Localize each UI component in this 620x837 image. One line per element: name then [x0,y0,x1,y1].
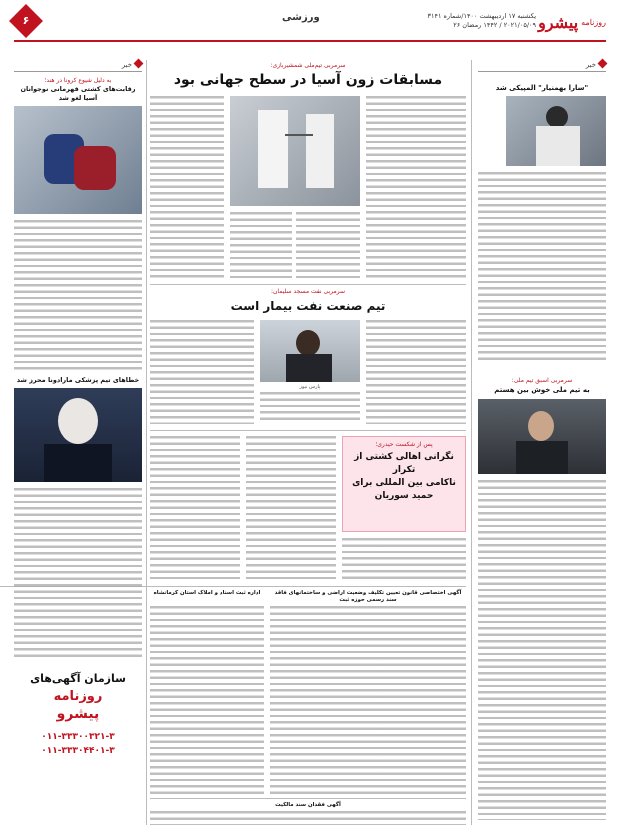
issue-meta: یکشنبه ۱۷ اردیبهشت ۱۴۰۰/شماره ۳۱۴۱ ۲۰۲۱/۰۵/۰۹ / ۱۴۴۲ رمضان ۲۶ [427,12,536,29]
left-story2-body [14,488,142,658]
ad1-body [270,606,466,794]
right-story1-body [478,172,606,362]
left-column-label: خبر [14,60,142,72]
section-title: ورزشی [282,12,320,23]
main-story2-body-c [150,320,254,424]
column-divider [471,60,472,825]
ad1-title: آگهی اختصاصی قانون تعیین تکلیف وضعیت اراضی و ساختمانهای فاقد سند رسمی حوزه ثبت [274,590,462,603]
ad-office-box: سازمان آگهی‌های روزنامه پیشرو ۰۱۱-۳۳۳۰۰۳۲۱-۳ ۰۱۱-۳۳۳۰۴۴۰۱-۳ [14,664,142,824]
ad2-title: آگهی فقدان سند مالکیت [275,802,341,808]
main-story2-kicker: سرمربی نفت مسجد سلیمان: [271,288,345,295]
main-story1-caption-a [296,212,360,278]
column-divider [146,60,147,825]
main-story2-headline: تیم صنعت نفت بیمار است [230,299,386,313]
fencing-photo [230,96,360,206]
main-story1-caption-b [230,212,292,278]
left-story2-headline: خطاهای تیم پزشکی مارادونا محرز شد [16,376,140,384]
photo-caption: پارس نیوز [299,384,321,390]
page-number-badge: ۶ [9,4,43,38]
left-story1-headline: رقابت‌های کشتی قهرمانی نوجوانان آسیا لغو شد [20,85,136,102]
kicker-box: پس از شکست حیدری؛ نگرانی اهالی کشتی از تکرار ناکامی بین المللی برای حمید سوریان [342,436,466,532]
maradona-photo [14,388,142,482]
ad3-body [150,606,264,794]
right-story2-kicker: سرمربی اسبق تیم ملی: [511,377,573,384]
karate-photo [506,96,606,166]
main-story1-kicker: سرمربی تیم‌ملی شمشیربازی: [270,62,346,69]
diamond-marker-icon [598,59,608,69]
box-story-body-b [246,436,336,580]
newspaper-logo: روزنامه پیشرو [538,12,606,32]
right-story1-headline: "سارا بهمنیار" المپیکی شد [495,84,589,92]
main-story1-body-b [150,96,224,278]
ad3-title: اداره ثبت اسناد و املاک استان کرمانشاه [153,590,261,596]
wrestling-photo [14,106,142,214]
ads-divider [150,798,466,799]
coach-photo [478,399,606,474]
left-story1-kicker: به دلیل شیوع کرونا در هند؛ [44,77,112,84]
main-story1-headline: مسابقات زون آسیا در سطح جهانی بود [173,72,443,88]
ad2-body [150,811,466,825]
header-rule [14,40,606,42]
story-divider [150,284,466,285]
box-story-body-c [150,436,240,580]
right-column-label: خبر [478,60,606,72]
story-divider [150,430,466,431]
right-story2-headline: به تیم ملی خوش بین هستم [494,386,590,394]
box-story-body-a [342,538,466,580]
page-header [0,0,620,44]
main-story2-body-a [366,320,466,424]
left-story1-body [14,220,142,372]
phone-number: ۰۱۱-۳۳۳۰۴۴۰۱-۳ [41,746,115,756]
main-story1-body-a [366,96,466,278]
diamond-marker-icon [134,59,144,69]
right-story2-body [478,480,606,820]
press-conference-photo [260,320,360,382]
main-story2-body-b [260,392,360,424]
phone-number: ۰۱۱-۳۳۳۰۰۳۲۱-۳ [41,732,115,742]
